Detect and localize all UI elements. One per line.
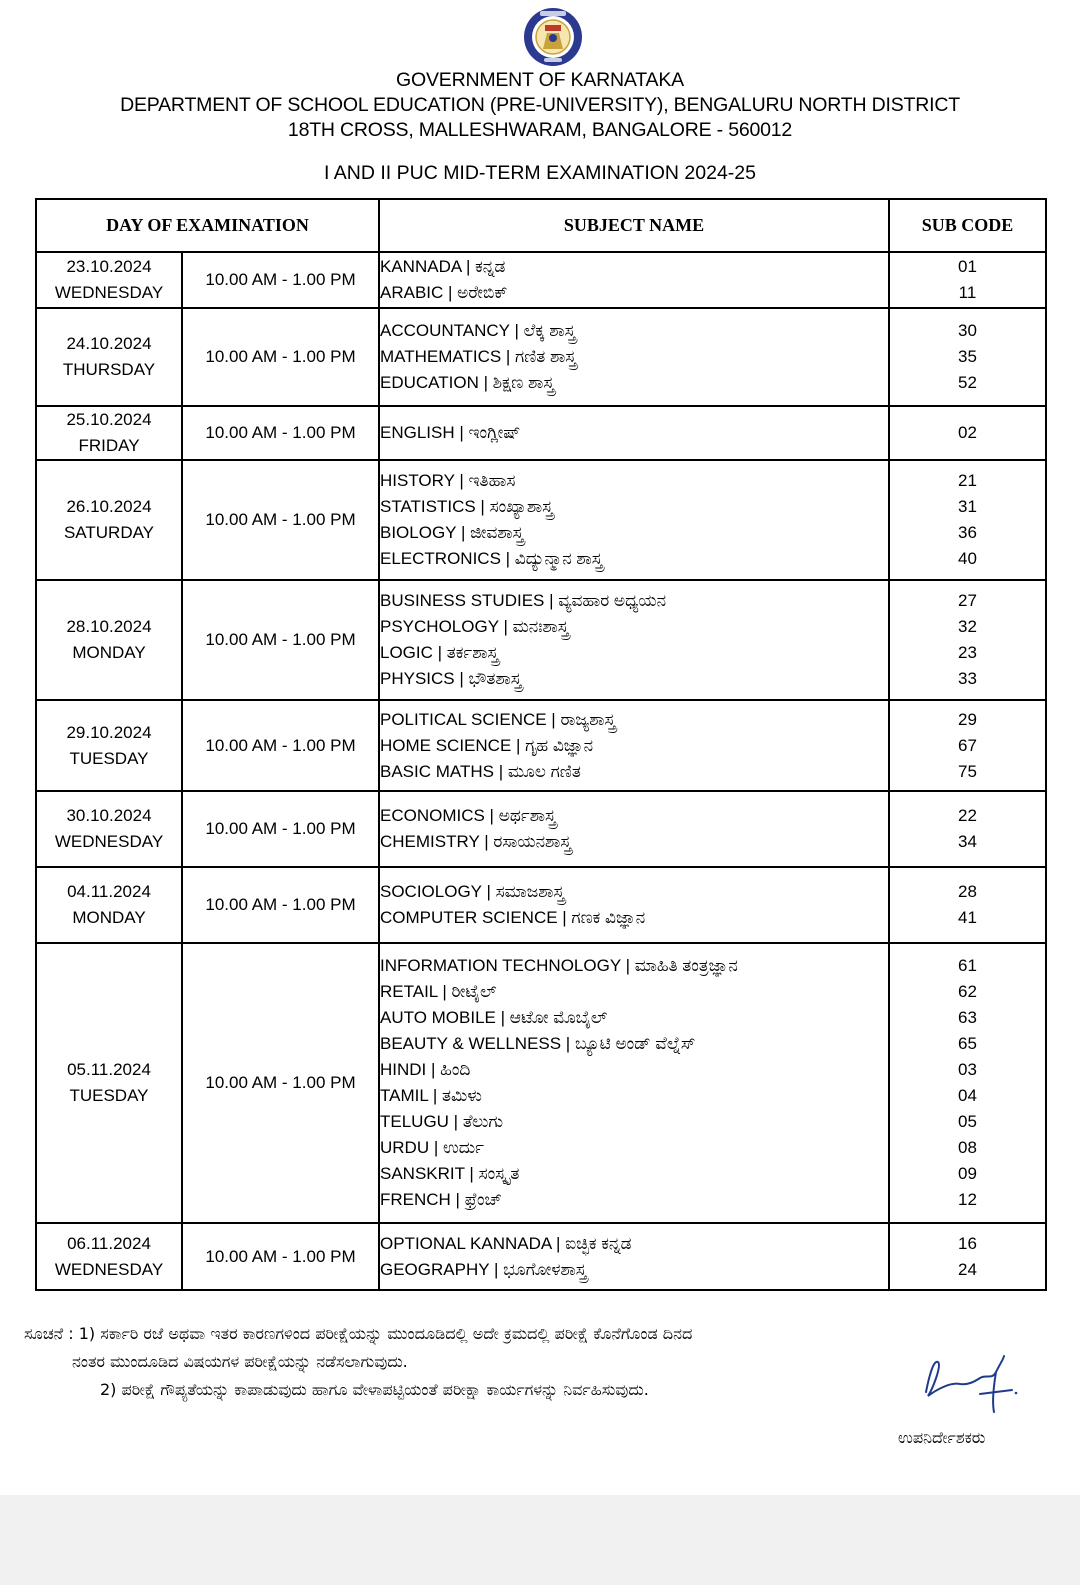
subject-code: 67 (958, 735, 977, 755)
karnataka-emblem-icon (523, 7, 583, 67)
subject-name: EDUCATION | ಶಿಕ್ಷಣ ಶಾಸ್ತ್ರ (380, 373, 555, 392)
exam-date-cell (36, 460, 182, 580)
subject-code-cell (889, 1223, 1046, 1290)
exam-time: 10.00 AM - 1.00 PM (182, 406, 379, 460)
subject-cell (379, 700, 889, 791)
exam-weekday: WEDNESDAY (54, 283, 164, 302)
schedule-row (36, 252, 1046, 308)
exam-date: 24.10.2024 (66, 334, 152, 353)
subject-cell (379, 580, 889, 700)
exam-date: 06.11.2024 (67, 1233, 151, 1253)
subject-name: LOGIC | ತರ್ಕಶಾಸ್ತ್ರ (380, 643, 499, 662)
subject-code: 02 (958, 423, 977, 442)
schedule-row (36, 1223, 1046, 1290)
subject-code: 40 (958, 549, 977, 568)
exam-time: 10.00 AM - 1.00 PM (182, 943, 379, 1223)
subject-code-cell (889, 406, 1046, 460)
subject-name: PHYSICS | ಭೌತಶಾಸ್ತ್ರ (380, 669, 522, 688)
subject-name: BEAUTY & WELLNESS | ಬ್ಯೂಟಿ ಅಂಡ್ ವೆಲ್ನೆಸ್ (380, 1034, 696, 1053)
exam-date: 25.10.2024 (66, 410, 152, 429)
exam-date: 26.10.2024 (66, 497, 152, 516)
subject-code: 33 (958, 669, 977, 688)
header-government: GOVERNMENT OF KARNATAKA (396, 69, 684, 91)
subject-cell (379, 791, 889, 867)
schedule-rows (36, 252, 1046, 1290)
subject-name: CHEMISTRY | ರಸಾಯನಶಾಸ್ತ್ರ (380, 832, 572, 851)
exam-date-cell (36, 1223, 182, 1290)
subject-name: COMPUTER SCIENCE | ಗಣಕ ವಿಜ್ಞಾನ (380, 908, 646, 927)
subject-name: URDU | ಉರ್ದು (380, 1138, 484, 1157)
schedule-row (36, 308, 1046, 406)
subject-name: HINDI | ಹಿಂದಿ (380, 1060, 471, 1079)
subject-cell (379, 1223, 889, 1290)
subject-name: SANSKRIT | ಸಂಸ್ಕೃತ (380, 1164, 520, 1183)
subject-code: 03 (958, 1060, 977, 1079)
subject-code: 27 (958, 591, 977, 610)
exam-date: 29.10.2024 (66, 722, 152, 742)
subject-name: RETAIL | ರೀಟೈಲ್ (380, 982, 497, 1001)
subject-code-cell (889, 791, 1046, 867)
exam-date-cell (36, 943, 182, 1223)
subject-name: ARABIC | ಅರೇಬಿಕ್ (380, 283, 508, 302)
exam-weekday: THURSDAY (62, 360, 156, 379)
document-header (0, 68, 1080, 143)
subject-code: 34 (958, 832, 977, 851)
exam-weekday: MONDAY (72, 643, 146, 662)
exam-weekday: MONDAY (72, 908, 146, 927)
exam-date: 23.10.2024 (66, 257, 152, 276)
subject-name: INFORMATION TECHNOLOGY | ಮಾಹಿತಿ ತಂತ್ರಜ್ಞಾನ (380, 956, 738, 975)
header-sub-code: SUB CODE (889, 199, 1046, 252)
exam-time: 10.00 AM - 1.00 PM (182, 1223, 379, 1290)
subject-code: 65 (958, 1034, 977, 1053)
exam-time: 10.00 AM - 1.00 PM (182, 580, 379, 700)
subject-code-cell (889, 867, 1046, 943)
schedule-row (36, 580, 1046, 700)
subject-name: AUTO MOBILE | ಆಟೋ ಮೊಬೈಲ್ (380, 1008, 608, 1027)
subject-code-cell (889, 460, 1046, 580)
subject-code: 28 (958, 882, 977, 901)
subject-name: HOME SCIENCE | ಗೃಹ ವಿಜ್ಞಾನ (380, 735, 594, 755)
subject-code: 36 (958, 523, 977, 542)
subject-name: PSYCHOLOGY | ಮನಃಶಾಸ್ತ್ರ (380, 617, 569, 636)
exam-date-cell (36, 700, 182, 791)
subject-code: 35 (958, 347, 977, 366)
subject-cell (379, 460, 889, 580)
note-line-3: 2) ಪರೀಕ್ಷೆ ಗೌಪ್ಯತೆಯನ್ನು ಕಾಪಾಡುವುದು ಹಾಗೂ ವೇಳಾಪಟ್ಟಿಯಂತೆ ಪರೀಕ್ಷಾ ಕಾರ್ಯಗಳನ್ನು ನಿರ್ವಹಿಸುವುದು. (100, 1380, 649, 1399)
subject-code: 08 (958, 1138, 977, 1157)
subject-name: ENGLISH | ಇಂಗ್ಲೀಷ್ (380, 423, 521, 442)
exam-weekday: TUESDAY (69, 748, 149, 768)
schedule-row (36, 460, 1046, 580)
footer-band (0, 1495, 1080, 1585)
subject-code: 22 (958, 806, 977, 825)
exam-weekday: FRIDAY (78, 436, 140, 455)
subject-code: 16 (958, 1233, 977, 1253)
subject-code: 63 (958, 1008, 977, 1027)
subject-code: 52 (958, 373, 977, 392)
subject-code-cell (889, 700, 1046, 791)
exam-time: 10.00 AM - 1.00 PM (182, 700, 379, 791)
schedule-row (36, 791, 1046, 867)
subject-cell (379, 252, 889, 308)
header-department: DEPARTMENT OF SCHOOL EDUCATION (PRE-UNIVERSITY), BENGALURU NORTH DISTRICT (120, 94, 960, 116)
subject-name: POLITICAL SCIENCE | ರಾಜ್ಯಶಾಸ್ತ್ರ (380, 709, 616, 729)
exam-weekday: SATURDAY (63, 523, 155, 542)
notes-section (24, 1320, 1024, 1404)
subject-code-cell (889, 308, 1046, 406)
subject-name: TAMIL | ತಮಿಳು (380, 1086, 482, 1105)
subject-name: GEOGRAPHY | ಭೂಗೋಳಶಾಸ್ತ್ರ (380, 1259, 587, 1279)
subject-name: OPTIONAL KANNADA | ಐಚ್ಛಿಕ ಕನ್ನಡ (380, 1233, 632, 1253)
exam-title: I AND II PUC MID-TERM EXAMINATION 2024-25 (324, 162, 756, 184)
exam-date: 04.11.2024 (67, 882, 151, 901)
subject-cell (379, 867, 889, 943)
exam-date-cell (36, 791, 182, 867)
exam-time: 10.00 AM - 1.00 PM (182, 252, 379, 308)
subject-name: ACCOUNTANCY | ಲೆಕ್ಕ ಶಾಸ್ತ್ರ (380, 321, 576, 340)
subject-code: 30 (958, 321, 977, 340)
exam-date-cell (36, 867, 182, 943)
exam-schedule-table (35, 198, 1047, 1291)
subject-code: 23 (958, 643, 977, 662)
subject-code: 12 (958, 1190, 977, 1209)
subject-code-cell (889, 943, 1046, 1223)
subject-cell (379, 406, 889, 460)
schedule-row (36, 700, 1046, 791)
signatory-title: ಉಪನಿರ್ದೇಶಕರು (898, 1428, 986, 1447)
exam-date-cell (36, 308, 182, 406)
subject-code: 29 (958, 709, 977, 729)
subject-code: 75 (958, 761, 977, 781)
subject-code: 41 (958, 908, 977, 927)
subject-code: 11 (958, 283, 977, 302)
subject-code: 32 (958, 617, 977, 636)
subject-name: KANNADA | ಕನ್ನಡ (380, 257, 506, 276)
exam-date-cell (36, 580, 182, 700)
subject-name: SOCIOLOGY | ಸಮಾಜಶಾಸ್ತ್ರ (380, 882, 565, 901)
subject-name: TELUGU | ತೆಲುಗು (380, 1112, 503, 1131)
subject-name: BUSINESS STUDIES | ವ್ಯವಹಾರ ಅಧ್ಯಯನ (380, 591, 667, 610)
subject-code: 61 (958, 956, 977, 975)
subject-name: ECONOMICS | ಅರ್ಥಶಾಸ್ತ್ರ (380, 806, 556, 825)
subject-name: BASIC MATHS | ಮೂಲ ಗಣಿತ (380, 761, 581, 781)
note-line-2: ನಂತರ ಮುಂದೂಡಿದ ವಿಷಯಗಳ ಪರೀಕ್ಷೆಯನ್ನು ನಡೆಸಲಾಗುವುದು. (72, 1352, 408, 1371)
note-line-1: ಸೂಚನೆ : 1) ಸರ್ಕಾರಿ ರಜೆ ಅಥವಾ ಇತರ ಕಾರಣಗಳಿಂದ ಪರೀಕ್ಷೆಯನ್ನು ಮುಂದೂಡಿದಲ್ಲಿ ಅದೇ ಕ್ರಮದಲ್ಲಿ ಪರೀಕ್ಷೆ ಕೊನೆಗೊಂಡ ದಿನದ (24, 1324, 693, 1343)
subject-cell (379, 308, 889, 406)
subject-code: 05 (958, 1112, 977, 1131)
subject-name: MATHEMATICS | ಗಣಿತ ಶಾಸ್ತ್ರ (380, 347, 577, 366)
subject-code-cell (889, 580, 1046, 700)
exam-date: 05.11.2024 (67, 1060, 151, 1079)
subject-name: FRENCH | ಫ್ರೆಂಚ್ (380, 1190, 502, 1209)
schedule-row (36, 867, 1046, 943)
header-address: 18TH CROSS, MALLESHWARAM, BANGALORE - 560012 (287, 119, 793, 141)
subject-code: 04 (958, 1086, 977, 1105)
exam-weekday: WEDNESDAY (54, 1259, 164, 1279)
subject-name: BIOLOGY | ಜೀವಶಾಸ್ತ್ರ (380, 523, 524, 542)
signature-mark (916, 1352, 1020, 1418)
subject-code: 24 (958, 1259, 977, 1279)
exam-weekday: TUESDAY (69, 1086, 149, 1105)
exam-weekday: WEDNESDAY (54, 832, 164, 851)
subject-code: 62 (958, 982, 977, 1001)
header-subject-name: SUBJECT NAME (379, 199, 889, 252)
subject-cell (379, 943, 889, 1223)
subject-code: 31 (958, 497, 977, 516)
subject-name: STATISTICS | ಸಂಖ್ಯಾಶಾಸ್ತ್ರ (380, 497, 554, 516)
subject-name: ELECTRONICS | ವಿದ್ಯುನ್ಮಾನ ಶಾಸ್ತ್ರ (380, 549, 603, 568)
subject-code: 01 (958, 257, 977, 276)
schedule-row (36, 943, 1046, 1223)
exam-time: 10.00 AM - 1.00 PM (182, 308, 379, 406)
exam-time: 10.00 AM - 1.00 PM (182, 867, 379, 943)
exam-time: 10.00 AM - 1.00 PM (182, 460, 379, 580)
schedule-row (36, 406, 1046, 460)
exam-date: 30.10.2024 (66, 806, 152, 825)
exam-date: 28.10.2024 (66, 617, 152, 636)
header-day-of-examination: DAY OF EXAMINATION (36, 199, 379, 252)
exam-date-cell (36, 252, 182, 308)
subject-code-cell (889, 252, 1046, 308)
subject-code: 21 (958, 471, 977, 490)
exam-time: 10.00 AM - 1.00 PM (182, 791, 379, 867)
subject-name: HISTORY | ಇತಿಹಾಸ (380, 471, 516, 490)
exam-date-cell (36, 406, 182, 460)
subject-code: 09 (958, 1164, 977, 1183)
